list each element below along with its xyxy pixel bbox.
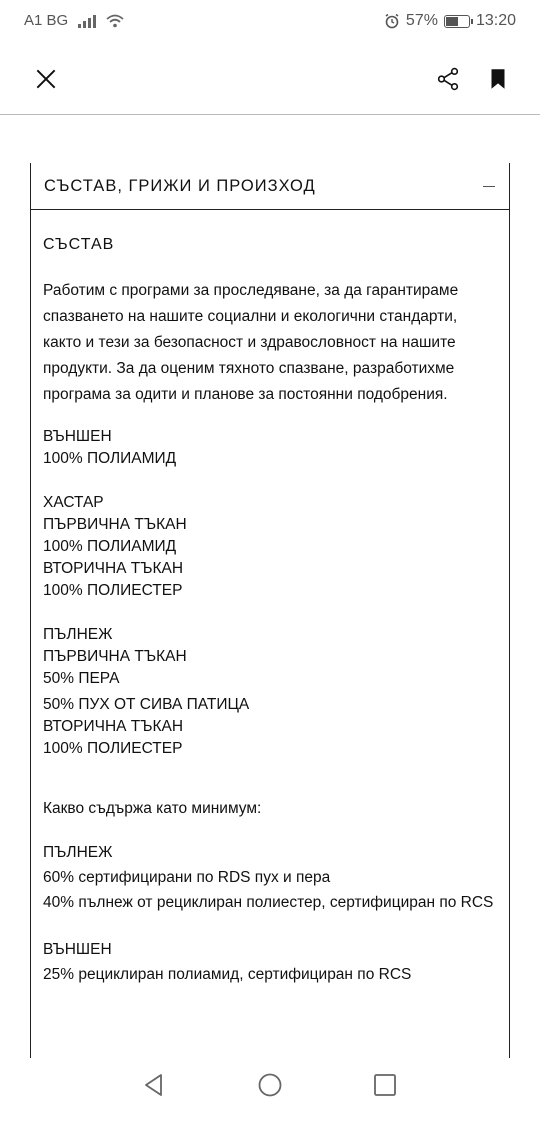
composition-line: 100% ПОЛИЕСТЕР (43, 740, 183, 757)
composition-line: 50% ПУХ ОТ СИВА ПАТИЦА (43, 696, 250, 713)
status-bar (0, 0, 540, 44)
battery-percent: 57% (405, 12, 438, 29)
composition-line: ПЪРВИЧНА ТЪКАН (43, 516, 187, 533)
minimum-block-outer (43, 937, 497, 987)
minimum-label: Какво съдържа като минимум: (43, 800, 262, 817)
minimum-line: 60% сертифицирани по RDS пух и пера (43, 869, 331, 886)
accordion-title: СЪСТАВ, ГРИЖИ И ПРОИЗХОД (44, 177, 316, 195)
accordion-panel (30, 163, 510, 1058)
minus-icon[interactable] (483, 186, 495, 187)
composition-block-filling (43, 624, 497, 760)
home-icon[interactable] (257, 1072, 283, 1098)
status-left (24, 12, 124, 29)
minimum-heading: ВЪНШЕН (43, 941, 112, 958)
section-heading: СЪСТАВ (43, 236, 115, 253)
composition-line: ХАСТАР (43, 494, 104, 511)
composition-line: ВТОРИЧНА ТЪКАН (43, 718, 184, 735)
intro-paragraph: Работим с програми за проследяване, за да гарантираме спазването на нашите социални и екологични стандарти, както и тези за безопасност и здравословност на нашите продукти. За да оценим тяхното спазване, разработихме програма за одити и планове за постоянни подобрения. (43, 282, 459, 403)
minimum-line: 25% рециклиран полиамид, сертифициран по RCS (43, 966, 412, 983)
accordion-header[interactable] (31, 163, 509, 210)
composition-line: ВТОРИЧНА ТЪКАН (43, 560, 184, 577)
share-icon[interactable] (435, 66, 461, 92)
composition-line: ВЪНШЕН (43, 428, 112, 445)
bookmark-icon[interactable] (485, 66, 511, 92)
wifi-icon (106, 14, 124, 28)
composition-line: 100% ПОЛИАМИД (43, 538, 177, 555)
composition-block-lining (43, 492, 497, 602)
system-nav-bar (0, 1058, 540, 1122)
status-right (384, 12, 516, 30)
back-icon[interactable] (141, 1072, 167, 1098)
minimum-line: 40% пълнеж от рециклиран полиестер, сертифициран по RCS (43, 894, 494, 911)
signal-icon (78, 14, 96, 28)
recents-icon[interactable] (372, 1072, 398, 1098)
top-app-bar (0, 44, 540, 115)
composition-block-outer (43, 426, 497, 470)
composition-line: ПЪРВИЧНА ТЪКАН (43, 648, 187, 665)
carrier-label: A1 BG (24, 12, 69, 29)
accordion-content (31, 210, 509, 987)
alarm-icon (384, 13, 400, 29)
clock: 13:20 (475, 12, 516, 29)
minimum-block-filling (43, 840, 497, 915)
composition-line: 100% ПОЛИЕСТЕР (43, 582, 183, 599)
close-icon[interactable] (33, 66, 59, 92)
composition-line: 100% ПОЛИАМИД (43, 450, 177, 467)
minimum-heading: ПЪЛНЕЖ (43, 844, 113, 861)
composition-line: 50% ПЕРА (43, 670, 120, 687)
battery-icon (444, 15, 470, 28)
composition-line: ПЪЛНЕЖ (43, 626, 113, 643)
